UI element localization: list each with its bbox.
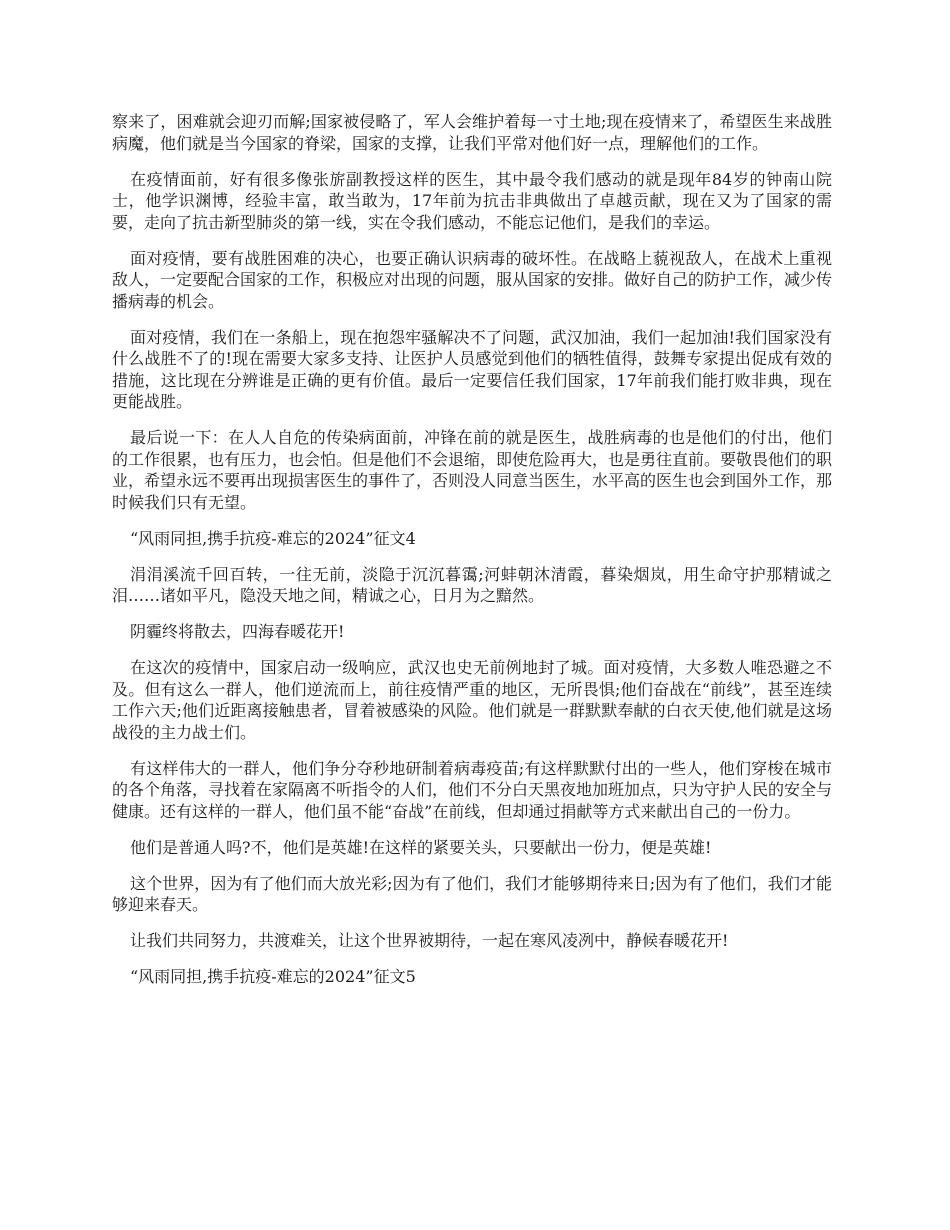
- paragraph-together: 让我们共同努力，共渡难关，让这个世界被期待，一起在寒风凌冽中，静候春暖花开!: [130, 931, 729, 950]
- paragraph-finally: 最后说一下：在人人自危的传染病面前，冲锋在前的就是医生，战胜病毒的也是他们的付出，他们的工作很累，也有压力，也会怕。但是他们不会退缩，即使危险再大，也是勇往直前。要敬畏他们的职业，希望永远不要再出现损害医生的事件了，否则没人同意当医生，水平高的医生也会到国外工作，那时候我们只有无望。: [112, 428, 833, 512]
- paragraph-zhong-nanshan: 在疫情面前，好有很多像张旂副教授这样的医生，其中最令我们感动的就是现年84岁的钟南山院士，他学识渊博，经验丰富，敢当敢为，17年前为抗击非典做出了卓越贡献，现在又为了国家的需要，走向了抗击新型肺炎的第一线，实在令我们感动，不能忘记他们，是我们的幸运。: [112, 169, 832, 232]
- paragraph-great-people: 有这样伟大的一群人，他们争分夺秒地研制着病毒疫苗;有这样默默付出的一些人，他们穿梭在城市的各个角落，寻找着在家隔离不听指令的人们，他们不分白天黑夜地加班加点，只为守护人民的安全与健康。还有这样的一群人，他们虽不能“奋战”在前线，但却通过捐献等方式来献出自己的一份力。: [112, 758, 833, 821]
- paragraph-wuhan: 在这次的疫情中，国家启动一级响应，武汉也史无前例地封了城。面对疫情，大多数人唯恐避之不及。但有这么一群人，他们逆流而上，前往疫情严重的地区，无所畏惧;他们奋战在“前线”，甚至连续工作六天;他们近距离接触患者，冒着被感染的风险。他们就是一群默默奉献的白衣天使,他们就是这场战役的主力战士们。: [112, 658, 832, 742]
- paragraph-face-epidemic: 面对疫情，要有战胜困难的决心，也要正确认识病毒的破坏性。在战略上藐视敌人，在战术上重视敌人，一定要配合国家的工作，积极应对出现的问题，服从国家的安排。做好自己的防护工作，减少传播病毒的机会。: [112, 248, 833, 311]
- paragraph-streams: 涓涓溪流千回百转，一往无前，淡隐于沉沉暮霭;河蚌朝沐清霞，暮染烟岚，用生命守护那精诚之泪……诸如平凡，隐没天地之间，精诚之心，日月为之黯然。: [112, 564, 832, 605]
- essay-heading-5: “风雨同担,携手抗疫-难忘的2024”征文5: [130, 967, 416, 986]
- paragraph-continued: 察来了，困难就会迎刃而解;国家被侵略了，军人会维护着每一寸土地;现在疫情来了，希望医生来战胜病魔，他们就是当今国家的脊梁，国家的支撑，让我们平常对他们好一点，理解他们的工作。: [112, 112, 832, 153]
- essay-heading-4: “风雨同担,携手抗疫-难忘的2024”征文4: [130, 528, 416, 548]
- paragraph-heroes: 他们是普通人吗?不，他们是英雄!在这样的紧要关头，只要献出一份力，便是英雄!: [130, 837, 712, 857]
- paragraph-this-world: 这个世界，因为有了他们而大放光彩;因为有了他们，我们才能够期待来日;因为有了他们，我们才能够迎来春天。: [112, 873, 832, 914]
- document-body: [112, 111, 832, 1002]
- paragraph-spring: 阴霾终将散去，四海春暖花开!: [130, 622, 345, 641]
- paragraph-same-boat: 面对疫情，我们在一条船上，现在抱怨牢骚解决不了问题，武汉加油，我们一起加油!我们国家没有什么战胜不了的!现在需要大家多支持、让医护人员感觉到他们的牺牲值得，鼓舞专家提出促成有效的措施，这比现在分辨谁是正确的更有价值。最后一定要信任我们国家，17年前我们能打败非典，现在更能战胜。: [112, 327, 832, 411]
